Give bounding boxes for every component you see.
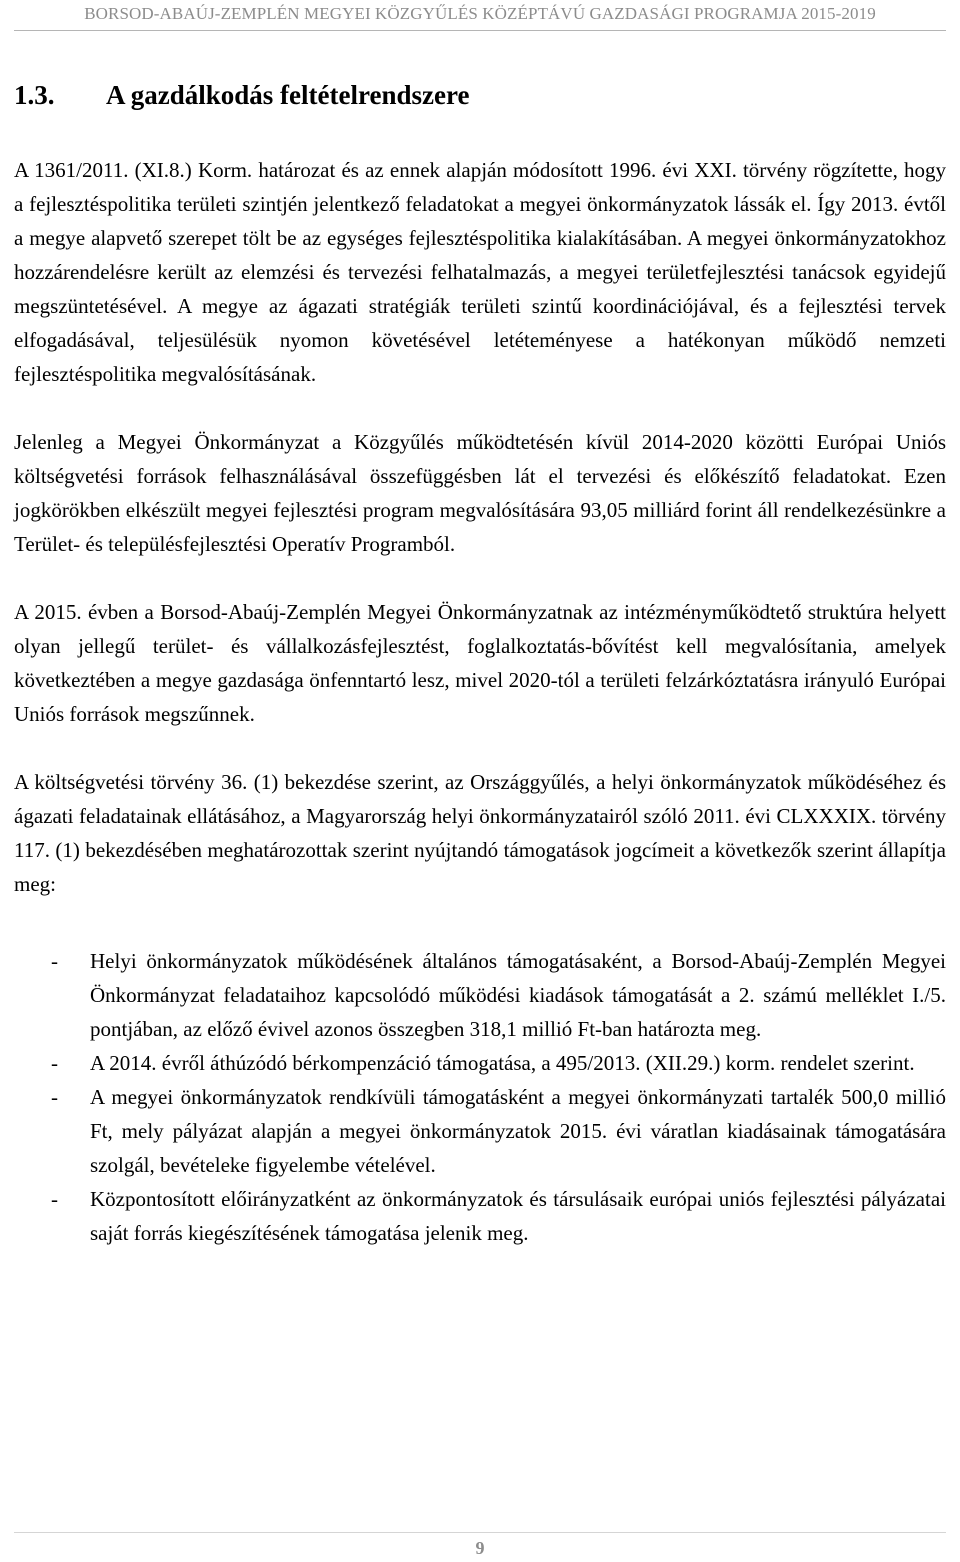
list-item-text: A megyei önkormányzatok rendkívüli támogatásként a megyei önkormányzati tartalék 500,0 millió Ft, mely pályázat alapján a megyei önkormányzatok 2015. évi váratlan kiadásainak támogatására szolgál, bevételeke figyelembe vételével.: [90, 1085, 946, 1177]
paragraph: A 1361/2011. (XI.8.) Korm. határozat és az ennek alapján módosított 1996. évi XXI. törvény rögzítette, hogy a fejlesztéspolitika területi szintjén jelentkező feladatokat a megyei önkormányzatok lássák el. Így 2013. évtől a megye alapvető szerepet tölt be az egységes fejlesztéspolitika kialakításában. A megyei önkormányzatokhoz hozzárendelésre került az elemzési és tervezési felhatalmazás, a megyei területfejlesztési tanácsok egyidejű megszüntetésével. A megye az ágazati stratégiák területi szintű koordinációjával, és a fejlesztési tervek elfogadásával, teljesülésük nyomon követésével letéteményese a hatékonyan működő nemzeti fejlesztéspolitika megvalósításának.: [14, 158, 946, 386]
list-item: [14, 1046, 946, 1080]
list-item-text: Központosított előirányzatként az önkormányzatok és társulásaik európai uniós fejlesztési pályázatai saját forrás kiegészítésének támogatása jelenik meg.: [90, 1187, 946, 1245]
paragraph: Jelenleg a Megyei Önkormányzat a Közgyűlés működtetésén kívül 2014-2020 közötti Európai Uniós költségvetési források felhasználásával összefüggésben lát el tervezési és előkészítő feladatokat. Ezen jogkörökben elkészült megyei fejlesztési program megvalósítására 93,05 milliárd forint áll rendelkezésünkre a Terület- és településfejlesztési Operatív Programból.: [14, 430, 946, 556]
section-heading: [14, 80, 469, 111]
paragraph: A költségvetési törvény 36. (1) bekezdése szerint, az Országgyűlés, a helyi önkormányzatok működéséhez és ágazati feladatainak ellátásához, a Magyarország helyi önkormányzatairól szóló 2011. évi CLXXXIX. törvény 117. (1) bekezdésében meghatározottak szerint nyújtandó támogatások jogcímeit a következők szerint állapítja meg:: [14, 770, 946, 896]
list-item: [14, 944, 946, 1046]
header-divider: [14, 30, 946, 31]
bullet-dash: -: [51, 1051, 58, 1075]
running-header: BORSOD-ABAÚJ-ZEMPLÉN MEGYEI KÖZGYŰLÉS KÖZÉPTÁVÚ GAZDASÁGI PROGRAMJA 2015-2019: [84, 4, 876, 23]
list-item-text: Helyi önkormányzatok működésének általános támogatásaként, a Borsod-Abaúj-Zemplén Megyei Önkormányzat feladataihoz kapcsolódó működési kiadások támogatását a 2. számú melléklet I./5. pontjában, az előző évivel azonos összegben 318,1 millió Ft-ban határozta meg.: [90, 949, 946, 1041]
list-item: [14, 1182, 946, 1250]
list-item-text: A 2014. évről áthúzódó bérkompenzáció támogatása, a 495/2013. (XII.29.) korm. rendelet szerint.: [90, 1051, 915, 1075]
page-number: 9: [475, 1538, 485, 1558]
section-number: 1.3.: [14, 80, 55, 110]
footer-divider: [14, 1532, 946, 1533]
paragraph: A 2015. évben a Borsod-Abaúj-Zemplén Megyei Önkormányzatnak az intézményműködtető struktúra helyett olyan jellegű terület- és vállalkozásfejlesztést, foglalkoztatás-bővítést kell megvalósítania, amelyek következtében a megye gazdasága önfenntartó lesz, mivel 2020-tól a területi felzárkóztatásra irányuló Európai Uniós források megszűnnek.: [14, 600, 946, 726]
bullet-dash: -: [51, 949, 58, 973]
bullet-dash: -: [51, 1085, 58, 1109]
bullet-list: [14, 944, 946, 1250]
bullet-dash: -: [51, 1187, 58, 1211]
section-title: A gazdálkodás feltételrendszere: [106, 80, 470, 110]
list-item: [14, 1080, 946, 1182]
document-body: [14, 153, 946, 1250]
